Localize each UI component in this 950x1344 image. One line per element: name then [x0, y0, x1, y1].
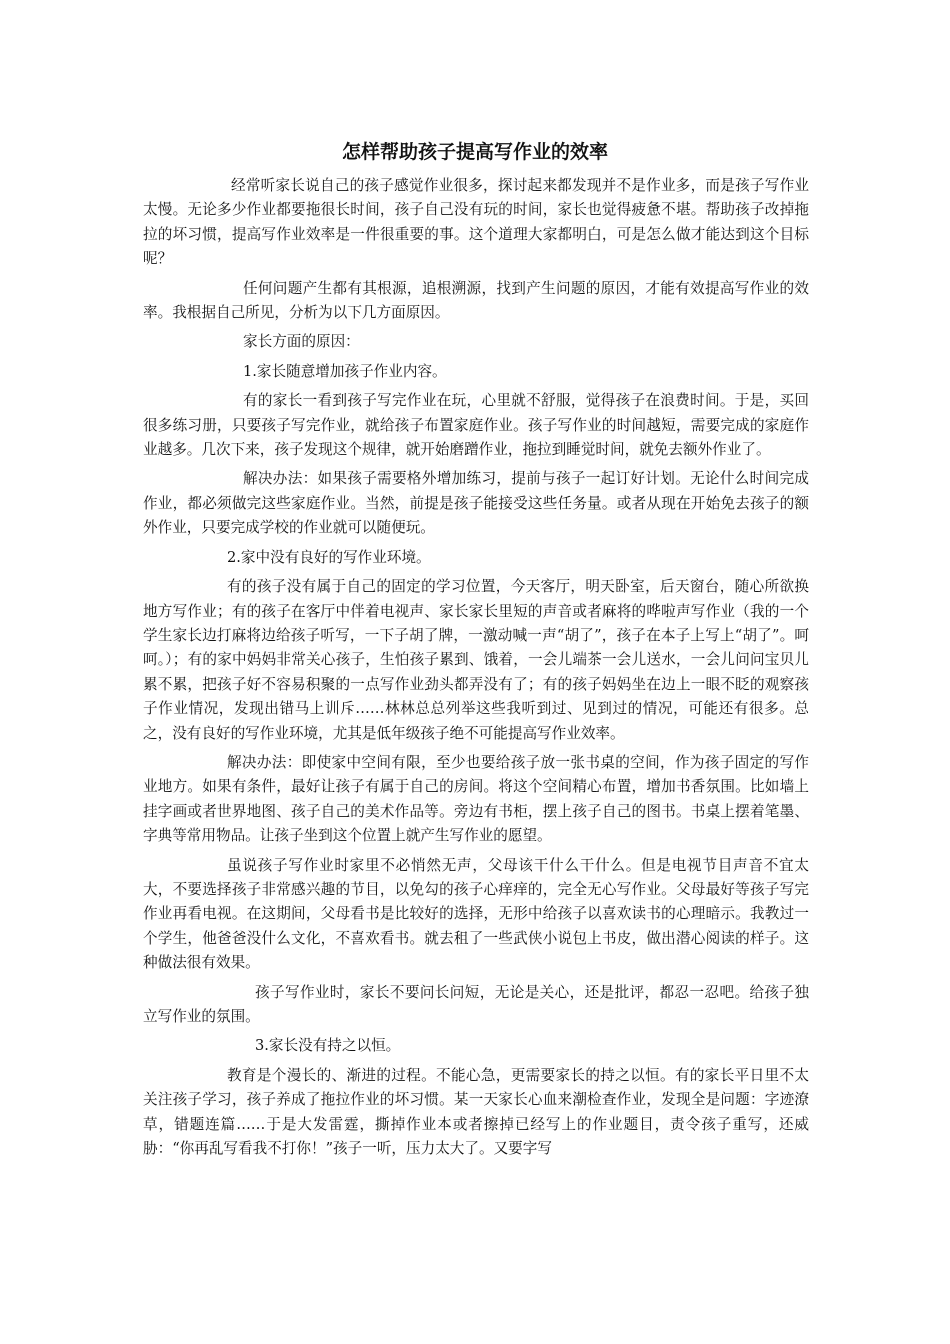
- paragraph-no-interruptions: 孩子写作业时，家长不要问长问短，无论是关心，还是批评，都忍一忍吧。给孩子独立写作业的氛围。: [143, 983, 809, 1025]
- paragraph-extra-homework: 有的家长一看到孩子写完作业在玩，心里就不舒服，觉得孩子在浪费时间。于是，买回很多练习册，只要孩子写完作业，就给孩子布置家庭作业。孩子写作业的时间越短，需要完成的家庭作业越多。几次下来，孩子发现这个规律，就开始磨蹭作业，拖拉到睡觉时间，就免去额外作业了。: [143, 392, 809, 459]
- item-heading-3: 3.家长没有持之以恒。: [255, 1037, 401, 1055]
- item-heading-2: 2.家中没有良好的写作业环境。: [227, 548, 431, 566]
- paragraph-environment: 有的孩子没有属于自己的固定的学习位置，今天客厅，明天卧室，后天窗台，随心所欲换地方写作业；有的孩子在客厅中伴着电视声、家长家长里短的声音或者麻将的哗啦声写作业（我的一个学生家长边打麻将边给孩子听写，一下子胡了牌，一激动喊一声“胡了”，孩子在本子上写上“胡了”。呵呵。）；有的家中妈妈非常关心孩子，生怕孩子累到、饿着，一会儿端茶一会儿送水，一会儿问问宝贝儿累不累，把孩子好不容易积聚的一点写作业劲头都弄没有了；有的孩子妈妈坐在边上一眼不眨的观察孩子作业情况，发现出错马上训斥……林林总总列举这些我听到过、见到过的情况，可能还有很多。总之，没有良好的写作业环境，尤其是低年级孩子绝不可能提高写作业效率。: [143, 578, 809, 742]
- paragraph-tv-advice: 虽说孩子写作业时家里不必悄然无声，父母该干什么干什么。但是电视节目声音不宜太大，不要选择孩子非常感兴趣的节目，以免勾的孩子心痒痒的，完全无心写作业。父母最好等孩子写完作业再看电视。在这期间，父母看书是比较好的选择，无形中给孩子以喜欢读书的心理暗示。我教过一个学生，他爸爸没什么文化，不喜欢看书。就去租了一些武侠小说包上书皮，做出潜心阅读的样子。这种做法很有效果。: [143, 856, 809, 972]
- section-heading-parent-causes: 家长方面的原因：: [243, 333, 360, 351]
- paragraph-solution-1: 解决办法：如果孩子需要格外增加练习，提前与孩子一起订好计划。无论什么时间完成作业，都必须做完这些家庭作业。当然，前提是孩子能接受这些任务量。或者从现在开始免去孩子的额外作业，只要完成学校的作业就可以随便玩。: [143, 470, 809, 537]
- document-title: 怎样帮助孩子提高写作业的效率: [341, 141, 608, 163]
- document-body: [143, 174, 809, 1166]
- paragraph-persistence: 教育是个漫长的、渐进的过程。不能心急，更需要家长的持之以恒。有的家长平日里不太关注孩子学习，孩子养成了拖拉作业的坏习惯。某一天家长心血来潮检查作业，发现全是问题：字迹潦草，错题连篇……于是大发雷霆，撕掉作业本或者擦掉已经写上的作业题目，责令孩子重写，还威胁：“你再乱写看我不打你！”孩子一听，压力太大了。又要字写: [143, 1066, 809, 1158]
- paragraph-root-cause: 任何问题产生都有其根源，追根溯源，找到产生问题的原因，才能有效提高写作业的效率。我根据自己所见，分析为以下几方面原因。: [143, 279, 809, 322]
- paragraph-solution-2: 解决办法：即使家中空间有限，至少也要给孩子放一张书桌的空间，作为孩子固定的写作业地方。如果有条件，最好让孩子有属于自己的房间。将这个空间精心布置，增加书香氛围。比如墙上挂字画或者世界地图、孩子自己的美术作品等。旁边有书柜，摆上孩子自己的图书。书桌上摆着笔墨、字典等常用物品。让孩子坐到这个位置上就产生写作业的愿望。: [143, 753, 809, 845]
- item-heading-1: 1.家长随意增加孩子作业内容。: [243, 362, 447, 380]
- paragraph-intro: 经常听家长说自己的孩子感觉作业很多，探讨起来都发现并不是作业多，而是孩子写作业太慢。无论多少作业都要拖很长时间，孩子自己没有玩的时间，家长也觉得疲惫不堪。帮助孩子改掉拖拉的坏习惯，提高写作业效率是一件很重要的事。这个道理大家都明白，可是怎么做才能达到这个目标呢？: [143, 177, 809, 268]
